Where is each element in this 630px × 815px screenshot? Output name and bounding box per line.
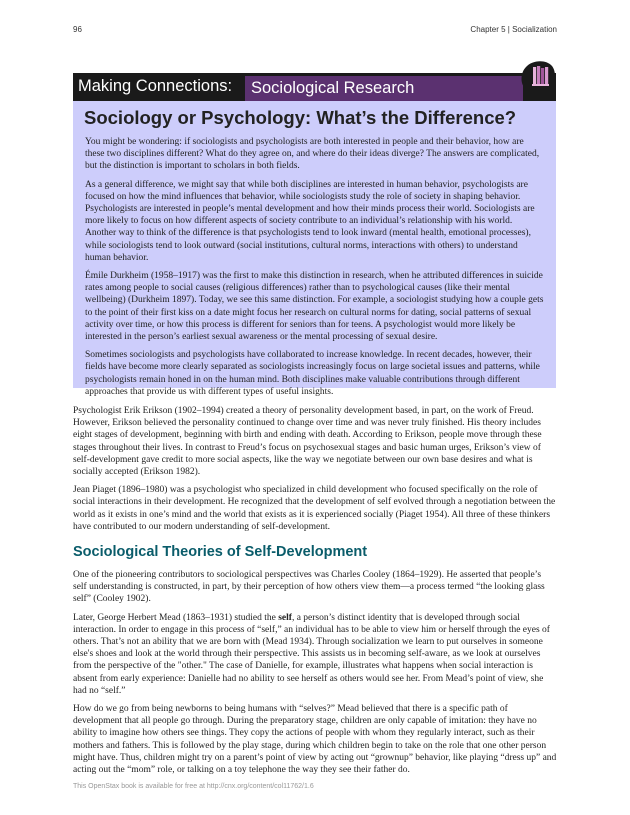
section-heading: Sociological Theories of Self-Development — [73, 544, 368, 561]
feature-paragraph: As a general difference, we might say that while both disciplines are interested in human behavior, psychologists are focused on how the mind influences that behavior, while sociologists study the role of society in shaping behavior. Psychologists are interested in people’s mental development and how their minds process their world. Sociologists are more likely to focus on how different aspects of society contribute to an individual’s relationship with his world. Another way to think of the difference is that psychologists tend to look inward (mental health, emotional processes), while sociologists tend to look outward (social institutions, cultural norms, interactions with others) to understand human behavior. — [85, 179, 535, 263]
mead-rest-text: , a person’s distinct identity that is developed through social interaction. In order to engage in this process of “self,” an individual has to be able to view him or herself through the eyes of others. That’s not an ability that we are born with (Mead 1934). Through socialization we learn to put ourselves in someone else's shoes and look at the world through their perspective. This assists us in becoming self-aware, as we look at ourselves from the perspective of the "other." The case of Danielle, for example, illustrates what happens when social interaction is absent from early experience: Danielle had no ability to see herself as others would see her. From Mead’s point of view, she had no “self.” — [73, 612, 550, 696]
page-footer: This OpenStax book is available for free at http://cnx.org/content/col11762/1.6 — [73, 783, 314, 790]
head-with-books-icon — [520, 59, 556, 103]
body-paragraph: One of the pioneering contributors to sociological perspectives was Charles Cooley (1864–1929). He asserted that people’s self understanding is constructed, in part, by their perception of how others view them—a process termed “the looking glass self” (Cooley 1902). — [73, 570, 545, 605]
feature-paragraph: Sometimes sociologists and psychologists have collaborated to increase knowledge. In recent decades, however, their fields have become more clearly separated as sociologists increasingly focus on large societal issues and patterns, while psychologists remain honed in on the human mind. Both disciplines make valuable contributions through different approaches that provide us with different types of useful insights. — [85, 350, 540, 397]
main-content — [73, 405, 557, 782]
chapter-title: Chapter 5 | Socialization — [470, 25, 557, 34]
feature-paragraph: Émile Durkheim (1958–1917) was the first to make this distinction in research, when he attributed differences in suicide rates among people to social causes (religious differences) rather than to psychological causes (like their mental wellbeing) (Durkheim 1897). Today, we see this same distinction. For example, a sociologist studying how a couple gets to the point of their first kiss on a date might focus her research on cultural norms for dating, social patterns of sexual activity over time, or how this process is different for seniors than for teens. A psychologist would more likely be interested in the person’s earliest sexual awareness or the mental processing of sexual desire. — [85, 271, 544, 343]
body-paragraph — [73, 612, 557, 697]
feature-banner — [73, 73, 556, 101]
body-paragraph: Jean Piaget (1896–1980) was a psychologist who specialized in child development who focused specifically on the role of social interactions in their development. He recognized that the development of self evolved through a negotiation between the world as it exists in one’s mind and the world that exists as it is experienced socially (Piaget 1954). All three of these thinkers have contributed to our modern understanding of self-development. — [73, 485, 556, 532]
feature-tag: Sociological Research — [245, 76, 523, 101]
mead-lead-text: Later, George Herbert Mead (1863–1931) studied the — [73, 612, 279, 623]
page-number: 96 — [73, 25, 82, 34]
body-paragraph: How do we go from being newborns to being humans with “selves?” Mead believed that there is a specific path of development that all people go through. During the preparatory stage, children are only capable of imitation: they have no ability to imagine how others see things. They copy the actions of people with whom they regularly interact, such as their mothers and fathers. This is followed by the play stage, during which children begin to take on the role that one other person might have. Thus, children might try on a parent’s point of view by acting out “grownup” behavior, like playing “dress up” and acting out the “mom” role, or talking on a toy telephone the way they see their father do. — [73, 704, 557, 776]
feature-box — [73, 101, 556, 397]
feature-title: Sociology or Psychology: What’s the Difference? — [84, 107, 517, 128]
key-term-self: self — [278, 612, 292, 623]
feature-label: Making Connections: — [78, 77, 233, 95]
feature-paragraph: You might be wondering: if sociologists and psychologists are both interested in people and their behavior, how are these two disciplines different? What do they agree on, and where do their ideas diverge? The answers are complicated, but the distinction is important to scholars in both fields. — [85, 137, 540, 172]
body-paragraph: Psychologist Erik Erikson (1902–1994) created a theory of personality development based, in part, on the work of Freud. However, Erikson believed the personality continued to change over time and was never truly finished. His theory includes eight stages of development, beginning with birth and ending with death. According to Erikson, people move through these stages throughout their lives. In contrast to Freud’s focus on psychosexual stages and basic human urges, Erikson’s view of self-development gave credit to more social aspects, like the way we negotiate between our own base desires and what is socially accepted (Erikson 1982). — [73, 406, 542, 478]
page-header — [73, 25, 557, 37]
